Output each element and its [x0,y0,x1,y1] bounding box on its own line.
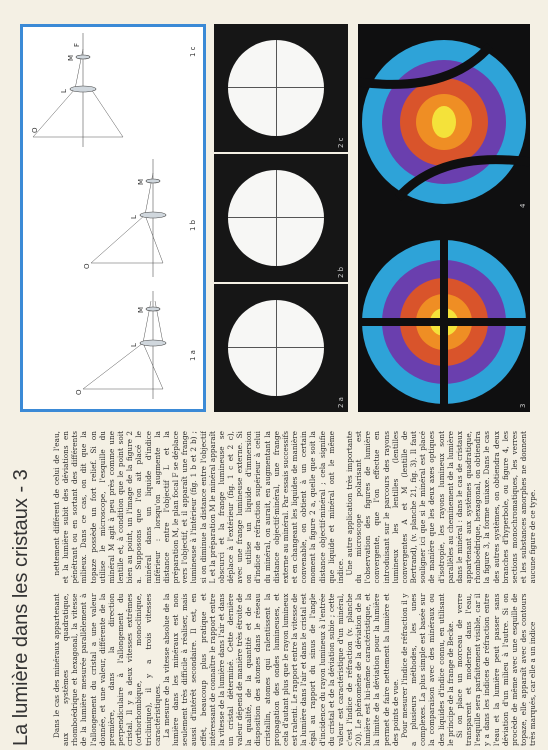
fig-label-2a: 2 a [337,397,345,408]
figure-3-uniaxial [358,232,530,412]
fig-label-1a: 1 a [189,350,197,361]
microscope-field [228,40,324,136]
label-o: O [83,263,91,269]
text-column-2 [52,431,540,584]
fig-label-2b: 2 b [337,266,345,278]
diagram-1a [75,291,166,399]
figure-2c-panel [214,24,348,152]
fig-label-1c: 1 c [189,46,197,57]
figure-2a-panel [214,284,348,412]
paragraph: La mesure de la vitesse absolue de la lumière dans les minéraux est non seulement très difficile à réaliser, mais aussi d'intérêt secondaire. Il est, en effet, beaucoup plus pratique et intéressant de connaître le rapport entre la vitesse de la lumière dans l'air et dans un cristal déterminé. Cette dernière valeur dépend de manière très étroite de la qualité, de la quantité et de la disposition des atomes dans le réseau cristallin, atomes qui ralentissent la propagation des ondes lumineuses, et cela d'autant plus que le rayon lumineux est ralenti. Le rapport entre la vitesse de la lumière dans l'air et dans le cristal est égal au rapport du sinus de l'angle d'incidence du rayon lumineux à l'entrée du cristal et de la déviation subie ; cette valeur est caractéristique d'un minéral, c'est l'indice de réfraction (v. planche 20). Le phénomène de la déviation de la lumière est lui-même caractéristique, et la limite de la déviation pour la lumière permet de faire nettement la lumière et des points de vue. [161,593,400,746]
fig-label-1b: 1 b [189,219,197,231]
figure-2b-panel [214,154,348,282]
label-o: O [31,127,39,133]
figure-4-biaxial [358,40,530,204]
label-l: L [130,343,138,347]
paragraph: Pour mesurer l'indice de réfraction il y a plusieurs méthodes, les unes complexes. La plus simple est basée sur la comparaison avec des minéraux ou des liquides d'indice connu, en utilisant le principe de la frange de Becke. [399,593,455,746]
figures-3-4-panel [358,24,530,412]
fig-label-4: 4 [519,203,527,208]
paragraph: Dans le cas des minéraux appartenant aux systèmes quadratique, rhomboédrique et hexagonal, la vitesse de la lumière mesurée parallèlement à l'allongement du cristal a une valeur donnée, et une valeur, différente de la première, dans la direction perpendiculaire à l'allongement du cristal. Il y a deux vitesses extrêmes (orthorhombique, monoclinique, triclinique), il y a trois vitesses caractéristiques. [52,593,162,746]
optics-diagrams [23,27,203,409]
diagram-1c [31,33,123,147]
figure-1-optics [20,24,206,412]
label-m: M [67,54,75,61]
paragraph: Une autre application très importante du microscope polarisant est l'observation des figures de lumière convergente, que l'on effectue en introduisant sur le parcours des rayons lumineux les lentilles (lentilles convergentes A et M (lentille de Bertrand), (v. planche 21, fig. 3). Il faut souligner ici que si le minéral est placé de manière que les deux axes optiques d'isotropie, les rayons lumineux sont parallèles au cheminement de la lumière dans le minéral : dans le cas de cristaux appartenant aux systèmes quadratique, rhomboédrique, hexagonal, on obtiendra la figure 3, la forme uniaxe. Dans le cas des autres systèmes, on obtiendra deux branches d'hyperbole, ou figure 4, les sections monochromatiques, les verres et les substances amorphes ne donnent aucune figure de ce type. [345,431,538,584]
paragraph: Si on place un morceau de verre transparent et moderne dans l'eau, l'esquille sera parfaitement visible, car il y a dans les indices de réfraction entre l'eau et la lumière peut passer sans déviation d'un milieu à l'autre. Si on procède de même avec une esquille de topaze, elle apparaît avec des contours très marqués, car elle a un indice [454,593,538,746]
page-title: La lumière dans les cristaux - 3 [10,469,32,746]
fig-label-2c: 2 c [337,137,345,148]
microscope-field [228,170,324,266]
label-l: L [130,215,138,219]
label-o: O [75,389,83,395]
label-l: L [60,89,68,93]
microscope-field [228,300,324,396]
label-m: M [137,306,145,313]
text-column-1 [52,594,540,747]
diagram-1b [83,159,166,277]
label-m: M [137,178,145,185]
label-f: F [73,42,81,47]
article-text [52,431,540,746]
paragraph: nettement différent de celui de l'eau, et la lumière subit des déviations en pénétrant ou en sortant des différents milieux. Dans ce cas, on dit que la topaze possède un fort relief. Si on utilise le microscope, l'esquille du minéral M agit à peu près comme une lentille et, à condition que le point soit bien au point, un l'image de la figure 2 a. Supposons que l'on ait placé le minéral dans un liquide d'indice inférieur : lorsqu'on augmente la distance entre l'objectif L et la préparation M, le plan focal F se déplace vers l'objectif, et il apparaît une frange lumineuse à l'intérieur (fig. 1 b et 2 b) ; si on diminue la distance entre l'objectif L et la préparation M le minéral apparaît obscurci et la frange lumineuse se déplace à l'extérieur (fig. 1 c et 2 c), avec une frange lumineuse externe. Si on utilise un liquide d'immersion d'indice de réfraction supérieur à celui du minéral, on aurait, en augmentant la distance objectif-minéral, une frange externe au minéral. Par essais successifs et en changeant les liquides de manière convenable, on obtient à un certain moment la figure 2 a, quelle que soit la distance objectif-minéral ; cela signifie que liquide et minéral ont le même indice. [52,431,345,584]
fig-label-3: 3 [519,403,527,408]
interference-figures [358,24,530,412]
